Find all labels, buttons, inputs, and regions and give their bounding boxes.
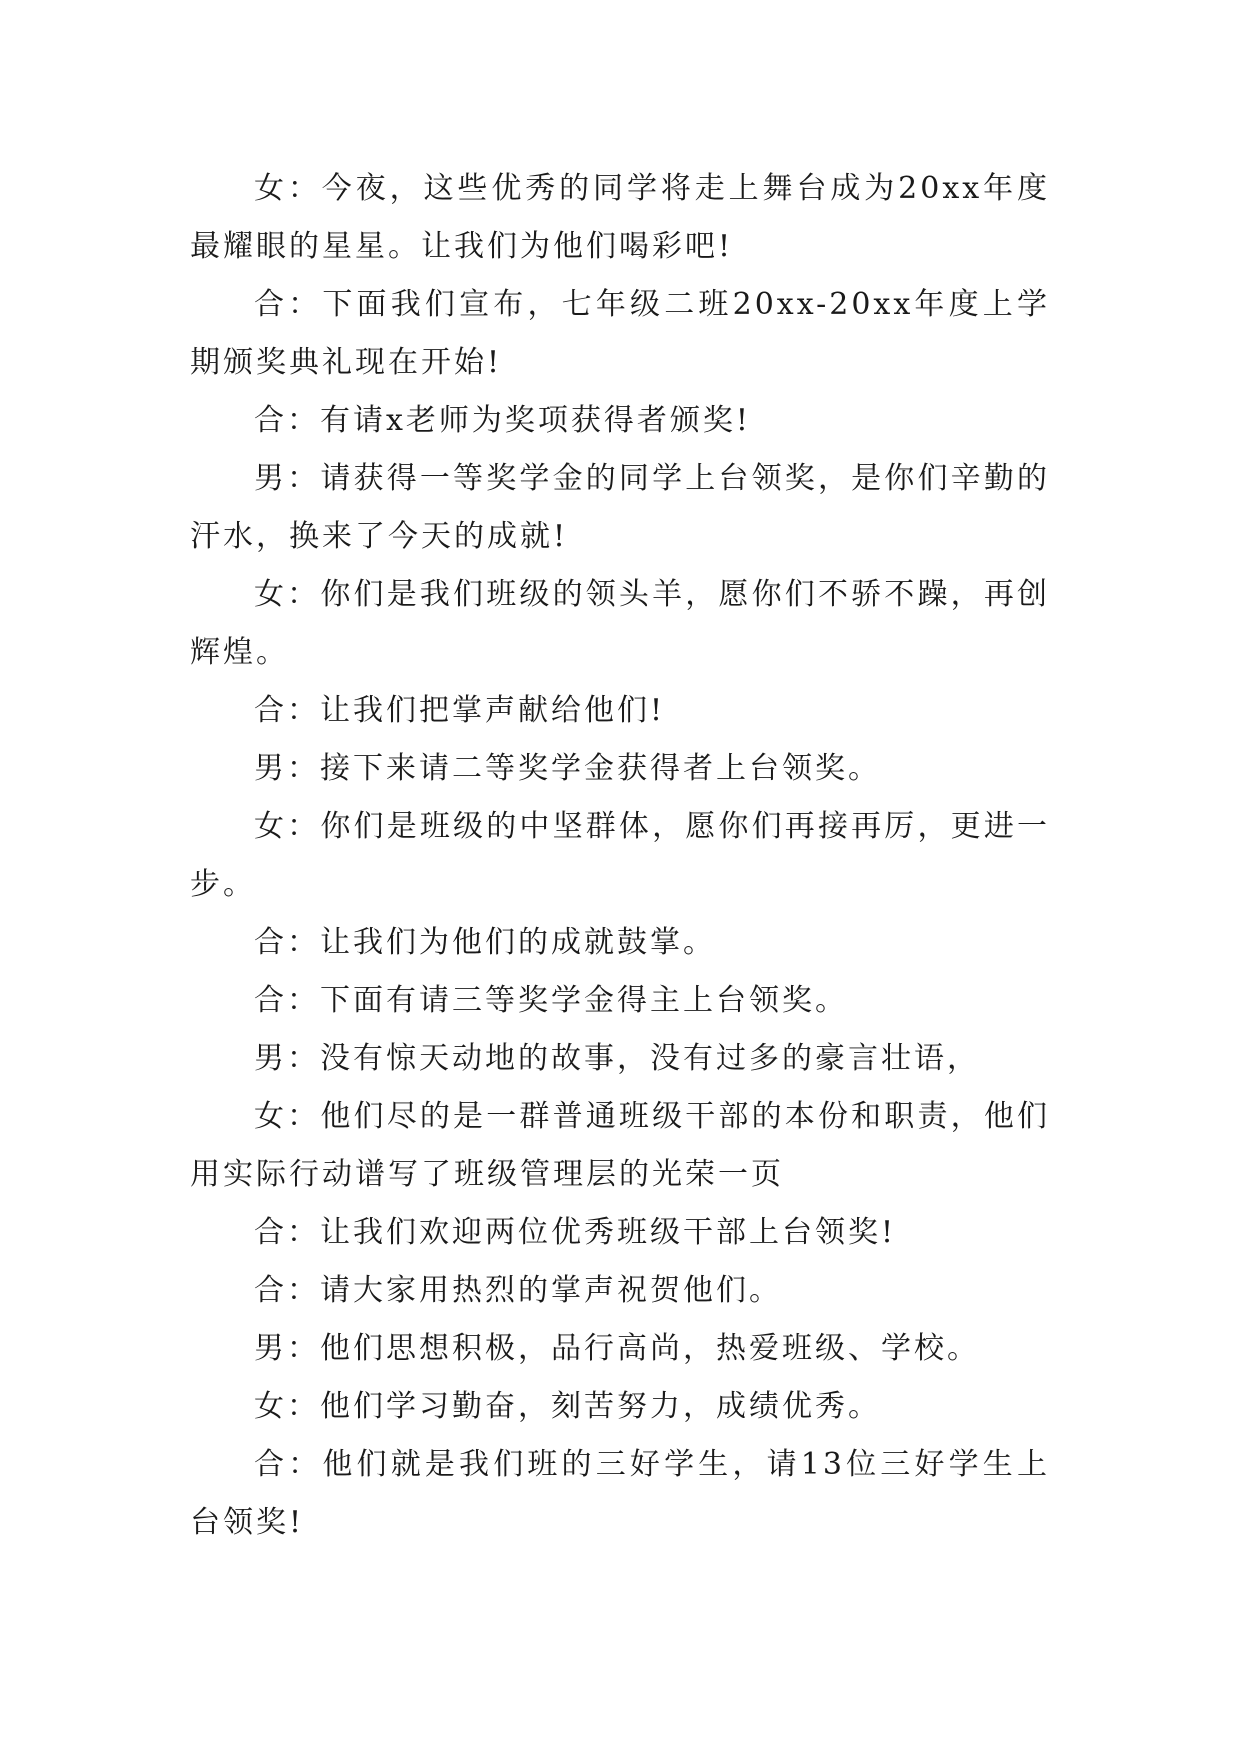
paragraph: 合：让我们把掌声献给他们! (254, 693, 666, 728)
paragraph: 合：下面我们宣布，七年级二班20xx-20xx年度上学期颁奖典礼现在开始! (190, 287, 1050, 380)
paragraph: 合：有请x老师为奖项获得者颁奖! (254, 403, 751, 438)
paragraph: 合：他们就是我们班的三好学生，请13位三好学生上台领奖! (190, 1447, 1050, 1540)
paragraph: 女：你们是我们班级的领头羊，愿你们不骄不躁，再创辉煌。 (190, 577, 1050, 670)
paragraph: 合：让我们欢迎两位优秀班级干部上台领奖! (254, 1215, 897, 1250)
paragraph: 男：没有惊天动地的故事，没有过多的豪言壮语， (254, 1041, 980, 1076)
paragraph: 女：你们是班级的中坚群体，愿你们再接再厉，更进一步。 (190, 809, 1050, 902)
paragraph: 男：接下来请二等奖学金获得者上台领奖。 (254, 751, 881, 786)
paragraph: 合：请大家用热烈的掌声祝贺他们。 (254, 1273, 782, 1308)
paragraph: 女：他们尽的是一群普通班级干部的本份和职责，他们用实际行动谱写了班级管理层的光荣一页 (190, 1099, 1050, 1192)
document-body (190, 160, 1050, 1552)
paragraph: 男：请获得一等奖学金的同学上台领奖，是你们辛勤的汗水，换来了今天的成就! (190, 461, 1050, 554)
paragraph: 女：今夜，这些优秀的同学将走上舞台成为20xx年度最耀眼的星星。让我们为他们喝彩吧! (190, 171, 1050, 264)
paragraph: 女：他们学习勤奋，刻苦努力，成绩优秀。 (254, 1389, 881, 1424)
paragraph: 男：他们思想积极，品行高尚，热爱班级、学校。 (254, 1331, 980, 1366)
paragraph: 合：下面有请三等奖学金得主上台领奖。 (254, 983, 848, 1018)
paragraph: 合：让我们为他们的成就鼓掌。 (254, 925, 716, 960)
